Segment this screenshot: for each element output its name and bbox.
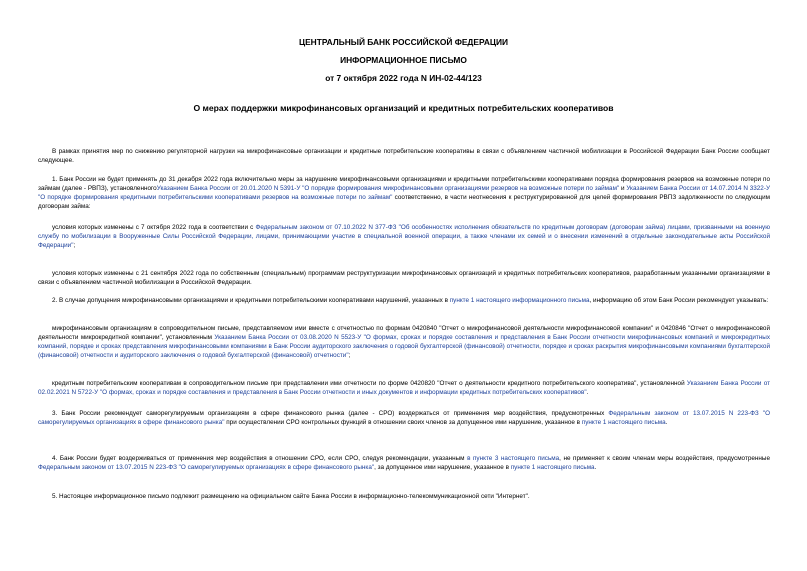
paragraph-2-text-a: 2. В случае допущения микрофинансовыми организациями и кредитными потребительскими кооперативами нарушений, указанных в (52, 297, 450, 304)
paragraph-3-text-c: . (665, 418, 668, 426)
paragraph-2a-text-b: ; (348, 351, 351, 359)
paragraph-1-text-a: 1. Банк России не будет применять до 31 декабря 2022 года включительно меры за нарушение микрофинансовыми организациями и кредитными потребительскими кооперативами порядка формирования резервов на возможные потери по займам (далее - РВПЗ), установленного (38, 176, 770, 192)
paragraph-2b-text-b: . (586, 388, 589, 396)
paragraph-2b-text-a: кредитным потребительским кооперативам в сопроводительном письме при представлении ими отчетности по форме 0420820 "Отчет о деятельности кредитного потребительского кооператива", установленной (52, 380, 687, 387)
paragraph-4-text-c: , за допущенное ими нарушение, указанное в (374, 463, 511, 471)
paragraph-1 (38, 176, 770, 212)
paragraph-4 (38, 455, 770, 473)
link-ukazanie-5391u[interactable]: Указанием Банка России от 20.01.2020 N 5391-У "О порядке формирования микрофинансовыми организациями резервов на возможные потери по займам" (156, 184, 620, 192)
paragraph-2-item-b (38, 380, 770, 398)
paragraph-intro (38, 148, 770, 166)
document-date-number: от 7 октября 2022 года N ИН-02-44/123 (325, 73, 482, 83)
paragraph-intro-text: В рамках принятия мер по снижению регуляторной нагрузки на микрофинансовые организации и кредитные потребительские кооперативы в связи с объявлением частичной мобилизации в Российской Федерации Банк России сообщает следующее. (38, 148, 770, 164)
link-federal-law-377fz[interactable]: Федеральным законом от 07.10.2022 N 377-ФЗ "Об особенностях исполнения обязательств по кредитным договорам (договорам займа) лицами, призванными на военную службу по мобилизации в Вооруженные Силы Российской Федерации, лицами, принимающими участие в специальной военной операции, а также членами их семей и о внесении изменений в отдельные законодательные акты Российской Федерации" (38, 224, 770, 249)
paragraph-3-text-b: при осуществлении СРО контрольных функций в отношении своих членов за допущенное ими нарушение, указанное в (224, 418, 582, 426)
paragraph-3 (38, 410, 770, 428)
paragraph-2-item-a (38, 325, 770, 361)
paragraph-1-text-b: и (619, 184, 627, 192)
link-ukazanie-3322u[interactable]: Указанием Банка России от 14.07.2014 N 3322-У "О порядке формирования кредитными потребительскими кооперативами резервов на возможные потери по займам" (38, 184, 770, 201)
paragraph-5 (38, 493, 770, 502)
paragraph-4-text-b: , не применяет к своим членам меры воздействия, предусмотренные (559, 455, 770, 462)
paragraph-4-text-d: . (594, 463, 597, 471)
issuer-heading: ЦЕНТРАЛЬНЫЙ БАНК РОССИЙСКОЙ ФЕДЕРАЦИИ (298, 37, 509, 47)
link-point-1-b[interactable]: пункте 1 настоящего письма (510, 463, 595, 471)
paragraph-1-item-b (38, 270, 770, 288)
paragraph-1-item-a (38, 224, 770, 251)
link-point-1-letter[interactable]: пункте 1 настоящего информационного письма (449, 297, 590, 304)
link-point-3[interactable]: в пункте 3 настоящего письма (467, 455, 560, 462)
paragraph-5-text: 5. Настоящее информационное письмо подлежит размещению на официальном сайте Банка России в информационно-телекоммуникационной сети "Интернет". (52, 493, 530, 500)
paragraph-2a-text-a: микрофинансовым организациям в сопроводительном письме, представляемом ими вместе с отчетностью по формам 0420840 "Отчет о микрофинансовой деятельности микрофинансовой компании" и 0420846 "Отчет о микрофинансовой деятельности микрокредитной компании", установленным (38, 325, 770, 341)
paragraph-2-text-b: , информацию об этом Банк России рекомендует указывать: (589, 297, 769, 304)
paragraph-3-text-a: 3. Банк России рекомендует саморегулируемым организациям в сфере финансового рынка (далее - СРО) воздержаться от применения мер воздействия, предусмотренных (52, 410, 609, 417)
document-title: О мерах поддержки микрофинансовых организаций и кредитных потребительских кооперативов (193, 103, 614, 113)
link-ukazanie-5523u[interactable]: Указанием Банка России от 03.08.2020 N 5523-У "О формах, сроках и порядке составления и представления в Банк России отчетности микрофинансовых компаний и микрокредитных компаний, порядке и сроках представления микрофинансовыми компаниями в Банк России аудиторского заключения о годовой бухгалтерской (финансовой) отчетности, порядке и сроках раскрытия микрофинансовыми компаниями бухгалтерской (финансовой) отчетности и аудиторского заключения о годовой бухгалтерской (финансовой) отчетности" (38, 333, 771, 359)
document-type-heading: ИНФОРМАЦИОННОЕ ПИСЬМО (340, 55, 467, 65)
paragraph-1a-text-b: ; (73, 241, 76, 249)
link-federal-law-223fz-2[interactable]: Федеральным законом от 13.07.2015 N 223-ФЗ "О саморегулируемых организациях в сфере финансового рынка" (38, 463, 375, 471)
link-point-1[interactable]: пункте 1 настоящего письма (581, 418, 666, 426)
link-ukazanie-5722u[interactable]: Указанием Банка России от 02.02.2021 N 5722-У "О формах, сроках и порядке составления и представления в Банк России отчетности и иных документов и информации кредитных потребительских кооперативов" (38, 380, 770, 396)
paragraph-2 (38, 297, 770, 306)
paragraph-1a-text-a: условия которых изменены с 7 октября 2022 года в соответствии с (52, 224, 256, 231)
paragraph-1-text-c: соответственно, в части неотнесения к реструктурированной для целей формирования РВПЗ задолженности по следующим договорам займа: (38, 193, 770, 210)
link-federal-law-223fz[interactable]: Федеральным законом от 13.07.2015 N 223-ФЗ "О саморегулируемых организациях в сфере финансового рынка" (38, 410, 771, 426)
paragraph-4-text-a: 4. Банк России будет воздерживаться от применения мер воздействия в отношении СРО, если СРО, следуя рекомендации, указанным (52, 455, 468, 462)
paragraph-1b-text: условия которых изменены с 21 сентября 2022 года по собственным (специальным) программам реструктуризации микрофинансовых организаций и кредитных потребительских кооперативов, разработанным указанными организациями в связи с объявлением частичной мобилизации в Российской Федерации. (38, 270, 770, 286)
